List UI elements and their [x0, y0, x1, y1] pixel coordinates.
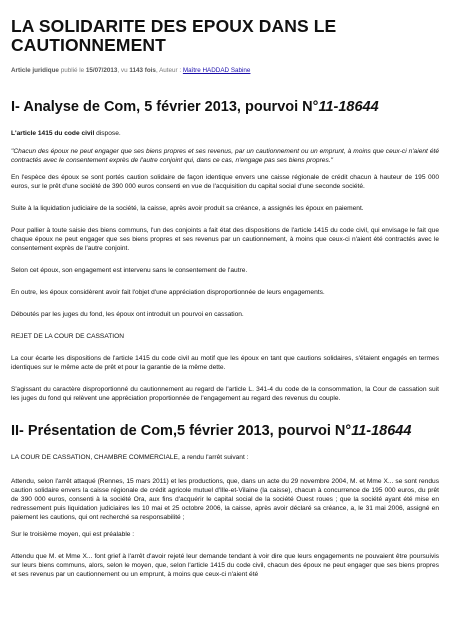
paragraph: Selon cet époux, son engagement est intervenu sans le consentement de l'autre.: [11, 267, 248, 274]
section-2-heading: [11, 423, 439, 440]
paragraph: Pour pallier à toute saisie des biens communs, l'un des conjoints a fait état des dispositions de l'article 1415 du code civil, qui envisage le fait que chaque époux ne peut engager que ses biens propres et ses revenus par un cautionnement, à moins que ceux-ci n'aient été contractés avec le consentement exprès de l'autre conjoint.: [11, 227, 439, 252]
paragraph: LA COUR DE CASSATION, CHAMBRE COMMERCIALE, a rendu l'arrêt suivant :: [11, 454, 249, 461]
meta-date: 15/07/2013: [85, 67, 118, 74]
legal-quote: "Chacun des époux ne peut engager que ses biens propres et ses revenus, par un cautionnement ou un emprunt, à moins que ceux-ci n'aient été contractés avec le consentement exprès de l'autre conjoint qui, dans ce cas, n'engage pas ses biens propres.": [11, 148, 439, 164]
article-meta: [11, 67, 439, 75]
meta-views-prefix: , vu: [117, 67, 128, 74]
paragraph: En l'espèce des époux se sont portés caution solidaire de façon identique envers une caisse régionale de crédit chacun à hauteur de 195 000 euros, sur le prêt d'une société de 390 000 euros consenti en vue de l'acquisition du capital social d'une seconde société.: [11, 174, 439, 190]
subheading-rejet: REJET DE LA COUR DE CASSATION: [11, 333, 124, 340]
article-lead-rest: dispose.: [94, 130, 121, 137]
paragraph: Déboutés par les juges du fond, les époux ont introduit un pourvoi en cassation.: [11, 311, 244, 318]
paragraph: Attendu que M. et Mme X... font grief à l'arrêt d'avoir rejeté leur demande tendant à voir dire que leurs engagements ne pouvaient être poursuivis sur leurs biens communs, alors, selon le moyen, que, selon l'article 1415 du code civil, chacun des époux ne peut engager que ses biens propres et ses revenus par un cautionnement ou un emprunt, à moins que ceux-ci n'aient été: [11, 553, 439, 578]
section-1-heading: [11, 99, 439, 116]
article-lead-bold: L'article 1415 du code civil: [11, 130, 95, 137]
meta-views: 1143 fois: [129, 67, 156, 74]
page-title: LA SOLIDARITE DES EPOUX DANS LE CAUTIONNEMENT: [11, 16, 337, 55]
paragraph: Sur le troisième moyen, qui est préalable :: [11, 531, 135, 538]
section-2-heading-number: 11-18644: [351, 423, 412, 439]
section-2-heading-text: II- Présentation de Com,5 février 2013, pourvoi N°: [11, 423, 352, 439]
meta-published-prefix: publié le: [60, 67, 85, 74]
paragraph: En outre, les époux considèrent avoir fait l'objet d'une appréciation disproportionnée de leurs engagements.: [11, 289, 325, 296]
paragraph: La cour écarte les dispositions de l'article 1415 du code civil au motif que les époux en tant que cautions solidaires, s'étaient engagés en termes identiques sur le même acte de prêt et pour la garantie de la même dette.: [11, 355, 439, 371]
meta-category: Article juridique: [11, 67, 59, 74]
author-link[interactable]: Maître HADDAD Sabine: [182, 67, 251, 74]
meta-author-prefix: , Auteur :: [155, 67, 182, 74]
paragraph: S'agissant du caractère disproportionné du cautionnement au regard de l'article L. 341-4 du code de la consommation, la Cour de cassation suit les juges du fond qui relèvent une appréciation proportionnée de l'engagement au regard des revenus du couple.: [11, 386, 439, 402]
section-1-heading-text: I- Analyse de Com, 5 février 2013, pourvoi N°: [11, 99, 319, 115]
paragraph: Suite à la liquidation judiciaire de la société, la caisse, après avoir produit sa créance, a assignés les époux en paiement.: [11, 205, 364, 212]
section-1-heading-number: 11-18644: [318, 99, 379, 115]
paragraph: Attendu, selon l'arrêt attaqué (Rennes, 15 mars 2011) et les productions, que, dans un acte du 29 novembre 2004, M. et Mme X... se sont rendus caution solidaire envers la caisse régionale de crédit agricole mutuel d'Ille-et-Vilaine (la caisse), chacun à concurrence de 195 000 euros, du prêt de 390 000 euros, consenti à la société Ora, aux fins d'acquérir le capital social de la société Ouest roues ; que la société ayant été mise en redressement puis liquidation judiciaires les 10 mai et 25 octobre 2006, la caisse, après avoir déclaré sa créance, a, le 31 mai 2006, assigné en paiement les cautions, qui ont recherché sa responsabilité ;: [11, 478, 439, 521]
article-lead: [11, 129, 439, 138]
